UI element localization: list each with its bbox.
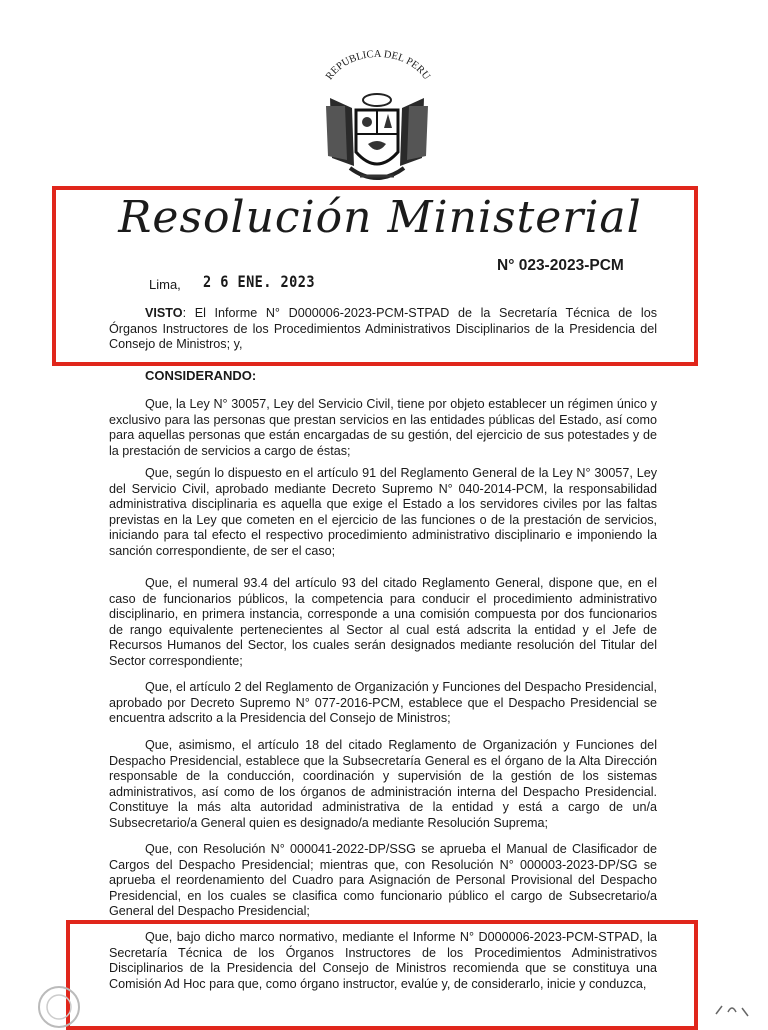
signature-marks-icon [712,1000,752,1020]
visto-paragraph [109,306,657,353]
paragraph-1: Que, la Ley N° 30057, Ley del Servicio Civil, tiene por objeto establecer un régimen único y exclusivo para las personas que prestan servicios en las entidades públicas del Estado, así como para aquellas personas que están encargadas de su gestión, del ejercicio de sus potestades y de la prestación de servicios a cargo de éstas; [109,397,657,458]
document-title: Resolución Ministerial [118,192,642,243]
paragraph-3: Que, el numeral 93.4 del artículo 93 del citado Reglamento General, dispone que, en el caso de funcionarios públicos, la competencia para conducir el procedimiento administrativo disciplinario, en primera instancia, corresponde a una comisión compuesta por dos funcionarios de rango equivalente pertenecientes al Sector al cual está adscrita la entidad y el Jefe de Recursos Humanos del Sector, los cuales serán designados mediante resolución del Titular del Sector correspondiente; [109,576,657,668]
paragraph-2: Que, según lo dispuesto en el artículo 91 del Reglamento General de la Ley N° 30057, Ley del Servicio Civil, aprobado mediante Decreto Supremo N° 040-2014-PCM, la responsabilidad administrativa disciplinaria es aquella que exige el Estado a los servidores civiles por las faltas previstas en la Ley que cometen en el ejercicio de las funciones o de la prestación de servicios, iniciando para tal efecto el respectivo procedimiento administrativo disciplinario e imponiendo la sanción correspondiente, de ser el caso; [109,466,657,558]
resolution-number: N° 023-2023-PCM [497,257,624,274]
date-stamp: 2 6 ENE. 2023 [203,272,315,291]
seal-caption: REPUBLICA DEL PERU [324,48,432,83]
paragraph-5: Que, asimismo, el artículo 18 del citado Reglamento de Organización y Funciones del Despacho Presidencial, establece que la Subsecretaría General es el órgano de la Alta Dirección responsable de la conducción, coordinación y supervisión de la gestión de los sistemas administrativos, así como de los órganos de administración interna del Despacho Presidencial. Constituye la más alta autoridad administrativa de la entidad y está a cargo de un/a Subsecretario/a General quien es designado/a mediante Resolución Suprema; [109,738,657,830]
paragraph-4: Que, el artículo 2 del Reglamento de Organización y Funciones del Despacho Presidencial, aprobado por Decreto Supremo N° 077-2016-PCM, establece que el Despacho Presidencial se encuentra adscrito a la Presidencia del Consejo de Ministros; [109,680,657,726]
paragraph-6: Que, con Resolución N° 000041-2022-DP/SSG se aprueba el Manual de Clasificador de Cargos del Despacho Presidencial; mientras que, con Resolución N° 000003-2023-DP/SG se aprueba el reordenamiento del Cuadro para Asignación de Personal Provisional del Despacho Presidencial, en los cuales se clasifica como funcionario público el cargo de Subsecretario/a General del Despacho Presidencial; [109,842,657,919]
considerando-heading: CONSIDERANDO: [145,368,257,383]
coat-of-arms-icon [312,48,442,198]
visto-text: : El Informe N° D000006-2023-PCM-STPAD de la Secretaría Técnica de los Órganos Instructores de los Procedimientos Administrativos Disciplinarios de la Presidencia del Consejo de Ministros; y, [109,306,657,352]
faint-stamp-icon [36,984,82,1030]
paragraph-7: Que, bajo dicho marco normativo, mediante el Informe N° D000006-2023-PCM-STPAD, la Secretaría Técnica de los Órganos Instructores de los Procedimientos Administrativos Disciplinarios de la Presidencia del Consejo de Ministros recomienda que se constituya una Comisión Ad Hoc para que, como órgano instructor, evalúe y, de considerarlo, inicie y conduzca, [109,930,657,991]
place-label: Lima, [149,277,181,292]
visto-label: VISTO [145,306,183,320]
